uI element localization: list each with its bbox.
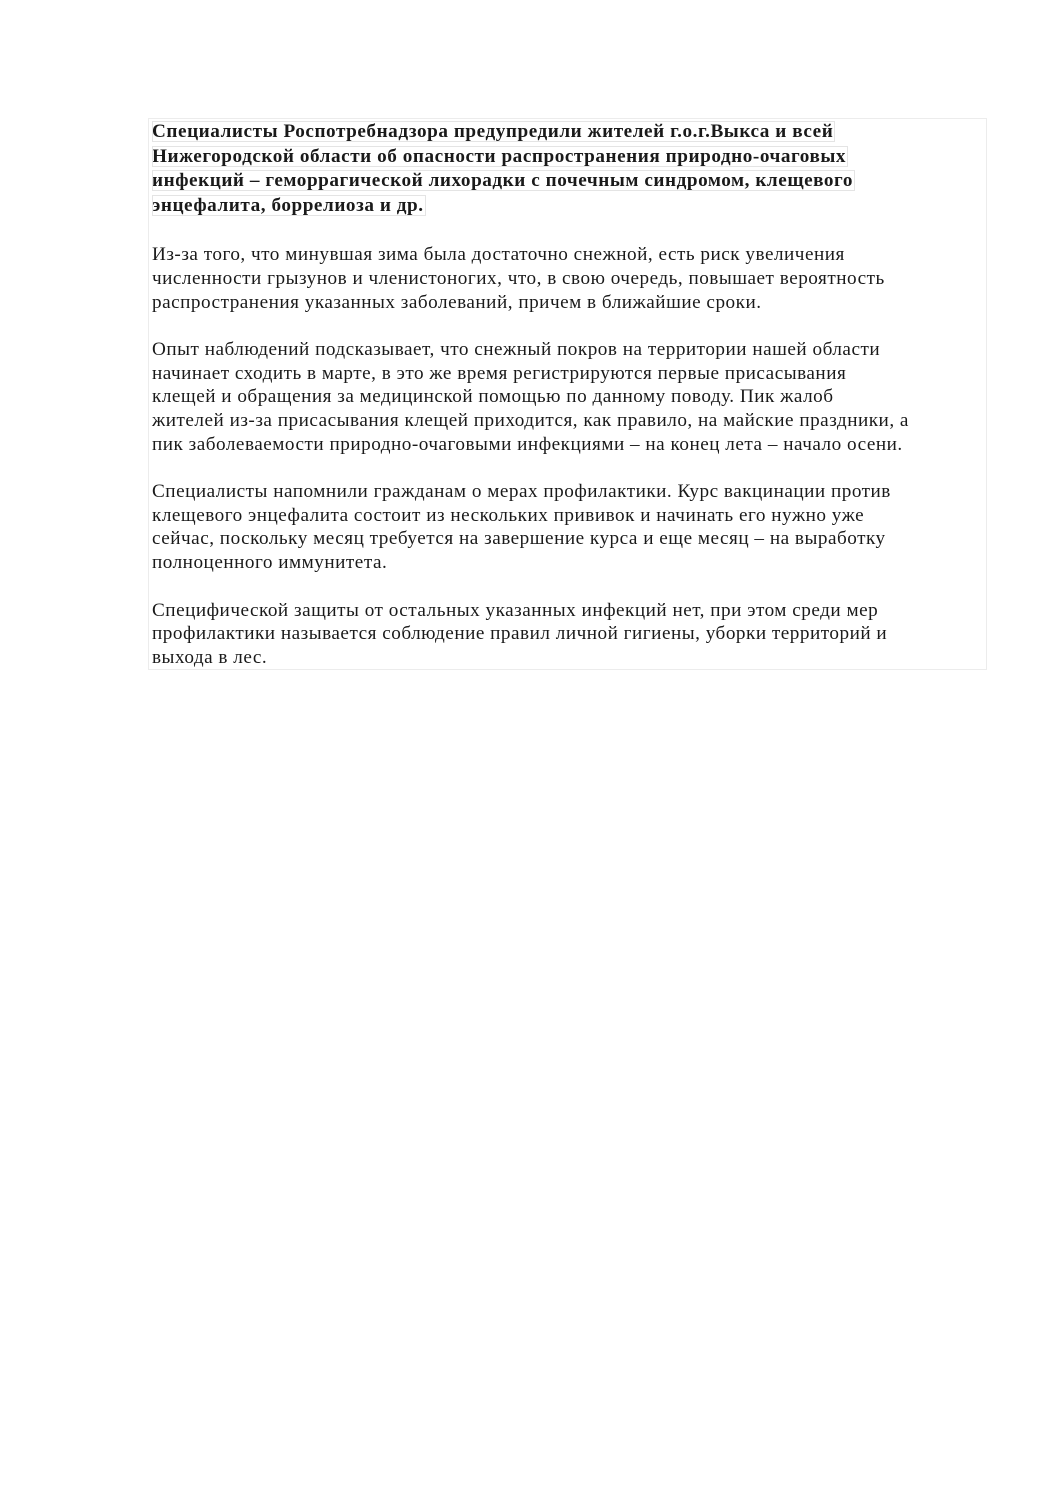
headline-line: инфекций – геморрагической лихорадки с почечным синдромом, клещевого (152, 170, 853, 192)
paragraph-line: полноценного иммунитета. (152, 551, 388, 573)
paragraph-line: пик заболеваемости природно-очаговыми инфекциями – на конец лета – начало осени. (152, 433, 903, 455)
article-headline (152, 120, 986, 218)
paragraph-observations (152, 338, 986, 456)
paragraph-line: распространения указанных заболеваний, причем в ближайшие сроки. (152, 291, 762, 313)
paragraph-line: клещей и обращения за медицинской помощью по данному поводу. Пик жалоб (152, 386, 834, 408)
paragraph-line: численности грызунов и членистоногих, что, в свою очередь, повышает вероятность (152, 267, 885, 289)
paragraph-line: Специалисты напомнили гражданам о мерах профилактики. Курс вакцинации против (152, 481, 891, 503)
headline-line: Специалисты Роспотребнадзора предупредили жителей г.о.г.Выкса и всей (152, 121, 834, 142)
paragraph-vaccination (152, 480, 986, 574)
paragraph-line: профилактики называется соблюдение правил личной гигиены, уборки территорий и (152, 623, 888, 645)
paragraph-line: выхода в лес. (152, 646, 268, 668)
paragraph-line: жителей из-за присасывания клещей приходится, как правило, на майские праздники, а (152, 409, 909, 431)
paragraph-snow-winter (152, 243, 986, 314)
paragraph-line: Опыт наблюдений подсказывает, что снежный покров на территории нашей области (152, 339, 881, 361)
paragraph-prevention (152, 599, 986, 670)
paragraph-line: сейчас, поскольку месяц требуется на завершение курса и еще месяц – на выработку (152, 528, 886, 550)
paragraph-line: Специфической защиты от остальных указанных инфекций нет, при этом среди мер (152, 599, 879, 621)
paragraph-line: начинает сходить в марте, в это же время регистрируются первые присасывания (152, 362, 847, 384)
headline-line: энцефалита, боррелиоза и др. (152, 194, 424, 216)
article-text-block (148, 118, 987, 670)
paragraph-line: Из-за того, что минувшая зима была достаточно снежной, есть риск увеличения (152, 244, 845, 266)
paragraph-line: клещевого энцефалита состоит из нескольких прививок и начинать его нужно уже (152, 504, 865, 526)
headline-line: Нижегородской области об опасности распространения природно-очаговых (152, 145, 847, 167)
